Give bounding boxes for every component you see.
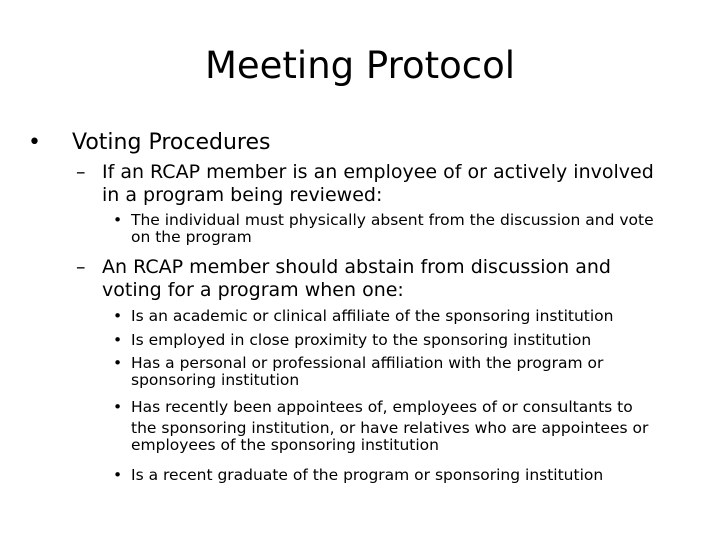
- detail-line-1: Is an academic or clinical affiliate of the sponsoring institution: [131, 307, 614, 325]
- bullet-icon: •: [28, 130, 41, 155]
- subpoint-line-2: voting for a program when one:: [102, 279, 404, 301]
- detail-line-1: Has a personal or professional affiliation with the program or: [131, 354, 604, 372]
- detail-employed-nearby: [113, 330, 703, 351]
- detail-line-1: Has recently been appointees of, employees of or consultants to: [131, 398, 633, 416]
- bullet-voting-procedures: [28, 130, 688, 156]
- subpoint-should-abstain: [76, 256, 696, 302]
- subpoint-line-1: An RCAP member should abstain from discussion and: [102, 256, 611, 278]
- dash-icon: –: [76, 161, 86, 183]
- detail-line-2: sponsoring institution: [131, 371, 300, 389]
- bullet-text: Voting Procedures: [72, 130, 271, 155]
- bullet-icon: •: [113, 211, 123, 229]
- detail-line-2: the sponsoring institution, or have relatives who are appointees or: [131, 419, 649, 437]
- bullet-icon: •: [113, 398, 123, 416]
- bullet-icon: •: [113, 466, 123, 484]
- detail-academic-affiliate: [113, 306, 703, 327]
- detail-line-1: Is a recent graduate of the program or sponsoring institution: [131, 466, 604, 484]
- detail-line-1: The individual must physically absent from the discussion and vote: [131, 211, 654, 229]
- detail-recent-appointees: [113, 397, 703, 456]
- bullet-icon: •: [113, 354, 123, 372]
- subpoint-employee-involved: [76, 161, 696, 207]
- dash-icon: –: [76, 256, 86, 278]
- bullet-icon: •: [113, 331, 123, 349]
- subpoint-line-2: in a program being reviewed:: [102, 184, 383, 206]
- detail-absent-from-discussion: [113, 210, 703, 248]
- detail-personal-affiliation: [113, 353, 703, 391]
- detail-line-3: employees of the sponsoring institution: [131, 436, 439, 454]
- detail-line-2: on the program: [131, 228, 252, 246]
- detail-line-1: Is employed in close proximity to the sponsoring institution: [131, 331, 592, 349]
- slide-title: Meeting Protocol: [204, 44, 516, 87]
- detail-recent-graduate: [113, 465, 703, 486]
- bullet-icon: •: [113, 307, 123, 325]
- subpoint-line-1: If an RCAP member is an employee of or actively involved: [102, 161, 654, 183]
